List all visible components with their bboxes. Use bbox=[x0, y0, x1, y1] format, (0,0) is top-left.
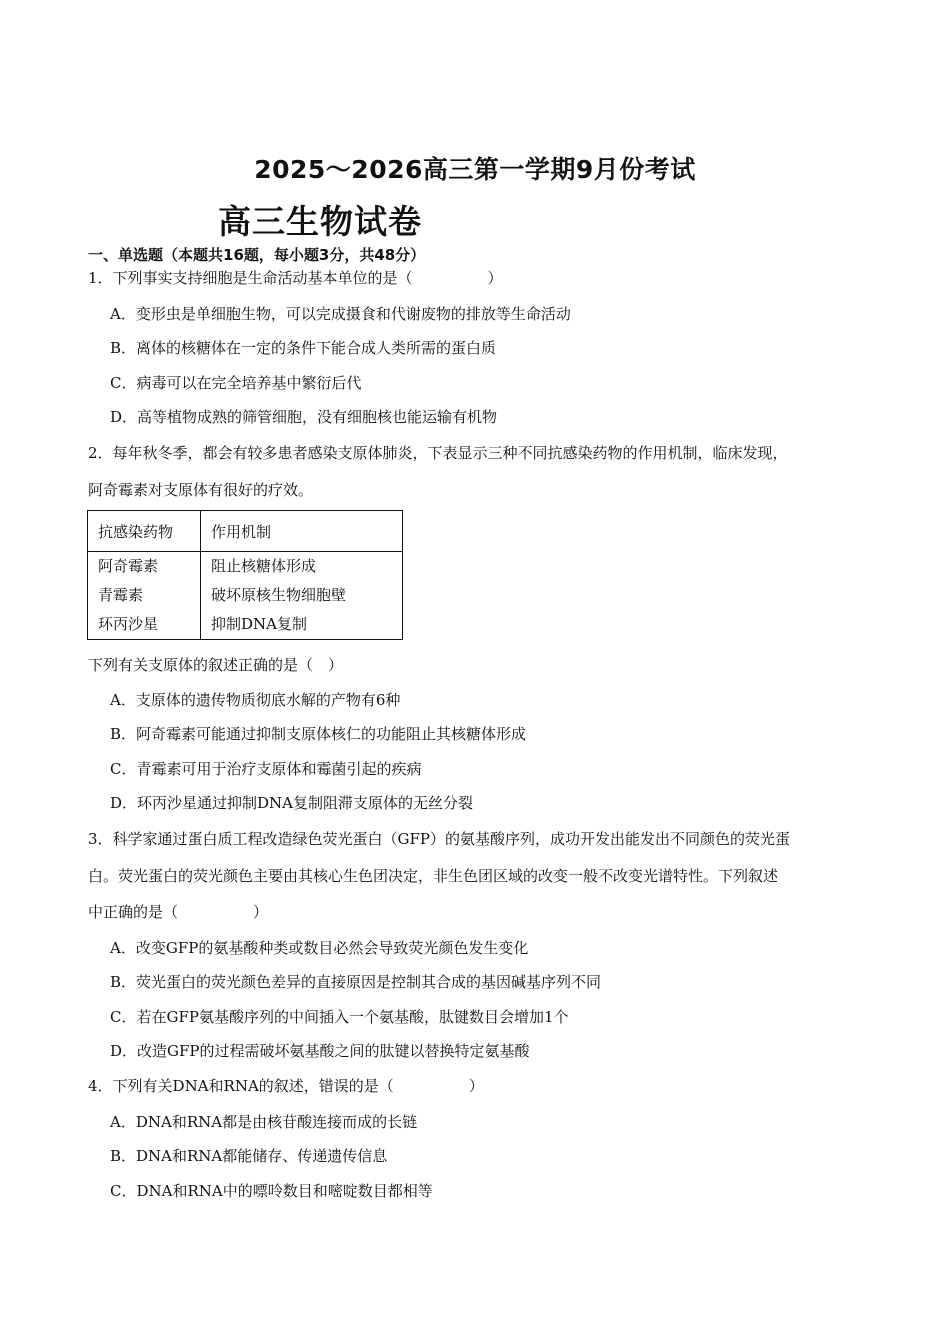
question-2-option-d: D．环丙沙星通过抑制DNA复制阻滞支原体的无丝分裂 bbox=[110, 794, 474, 812]
question-3-stem-line-1: 3．科学家通过蛋白质工程改造绿色荧光蛋白（GFP）的氨基酸序列，成功开发出能发出不同颜色的荧光蛋 bbox=[88, 830, 791, 848]
question-1-option-d: D．高等植物成熟的筛管细胞，没有细胞核也能运输有机物 bbox=[110, 408, 498, 426]
question-4-option-c: C．DNA和RNA中的嘌呤数目和嘧啶数目都相等 bbox=[110, 1182, 433, 1200]
question-2-option-a: A．支原体的遗传物质彻底水解的产物有6种 bbox=[110, 691, 401, 709]
question-3-stem-line-2: 白。荧光蛋白的荧光颜色主要由其核心生色团决定，非生色团区域的改变一般不改变光谱特性。下列叙述 bbox=[88, 867, 779, 885]
question-3-option-a: A．改变GFP的氨基酸种类或数目必然会导致荧光颜色发生变化 bbox=[110, 939, 529, 957]
exam-title: 2025～2026高三第一学期9月份考试 bbox=[254, 155, 696, 184]
question-3-stem-line-3: 中正确的是（ ） bbox=[88, 903, 269, 921]
question-1-option-a: A．变形虫是单细胞生物，可以完成摄食和代谢废物的排放等生命活动 bbox=[110, 305, 571, 323]
table-header-drug: 抗感染药物 bbox=[88, 511, 201, 552]
section-heading: 一、单选题（本题共16题，每小题3分，共48分） bbox=[88, 246, 426, 264]
question-2-stem-line-1: 2．每年秋冬季，都会有较多患者感染支原体肺炎，下表显示三种不同抗感染药物的作用机制，临床发现， bbox=[88, 444, 788, 462]
question-4-stem: 4．下列有关DNA和RNA的叙述，错误的是（ ） bbox=[88, 1077, 484, 1095]
question-1-option-c: C．病毒可以在完全培养基中繁衍后代 bbox=[110, 374, 362, 392]
drug-name: 阿奇霉素 bbox=[98, 557, 159, 575]
question-2-follow-up: 下列有关支原体的叙述正确的是（ ） bbox=[88, 656, 344, 674]
question-1-stem: 1．下列事实支持细胞是生命活动基本单位的是（ ） bbox=[88, 269, 503, 287]
table-row bbox=[88, 552, 403, 640]
drug-mechanism: 抑制DNA复制 bbox=[211, 615, 307, 633]
question-4-option-a: A．DNA和RNA都是由核苷酸连接而成的长链 bbox=[110, 1113, 418, 1131]
drug-mechanism-table bbox=[87, 510, 403, 640]
drug-mechanism: 阻止核糖体形成 bbox=[211, 557, 317, 575]
question-2-option-b: B．阿奇霉素可能通过抑制支原体核仁的功能阻止其核糖体形成 bbox=[110, 725, 527, 743]
question-2-option-c: C．青霉素可用于治疗支原体和霉菌引起的疾病 bbox=[110, 760, 422, 778]
table-mechanism-cell bbox=[201, 552, 403, 640]
question-3-option-b: B．荧光蛋白的荧光颜色差异的直接原因是控制其合成的基因碱基序列不同 bbox=[110, 973, 602, 991]
question-4-option-b: B．DNA和RNA都能储存、传递遗传信息 bbox=[110, 1147, 388, 1165]
question-1-option-b: B．离体的核糖体在一定的条件下能合成人类所需的蛋白质 bbox=[110, 339, 497, 357]
question-3-option-c: C．若在GFP氨基酸序列的中间插入一个氨基酸，肽键数目会增加1个 bbox=[110, 1008, 569, 1026]
drug-name: 环丙沙星 bbox=[98, 615, 159, 633]
question-3-option-d: D．改造GFP的过程需破坏氨基酸之间的肽键以替换特定氨基酸 bbox=[110, 1042, 530, 1060]
drug-name: 青霉素 bbox=[98, 586, 144, 604]
drug-mechanism: 破坏原核生物细胞壁 bbox=[211, 586, 347, 604]
table-drug-cell bbox=[88, 552, 201, 640]
table-header-mechanism: 作用机制 bbox=[201, 511, 403, 552]
subject-title: 高三生物试卷 bbox=[218, 202, 422, 241]
table-header-row bbox=[88, 511, 403, 552]
question-2-stem-line-2: 阿奇霉素对支原体有很好的疗效。 bbox=[88, 481, 314, 499]
